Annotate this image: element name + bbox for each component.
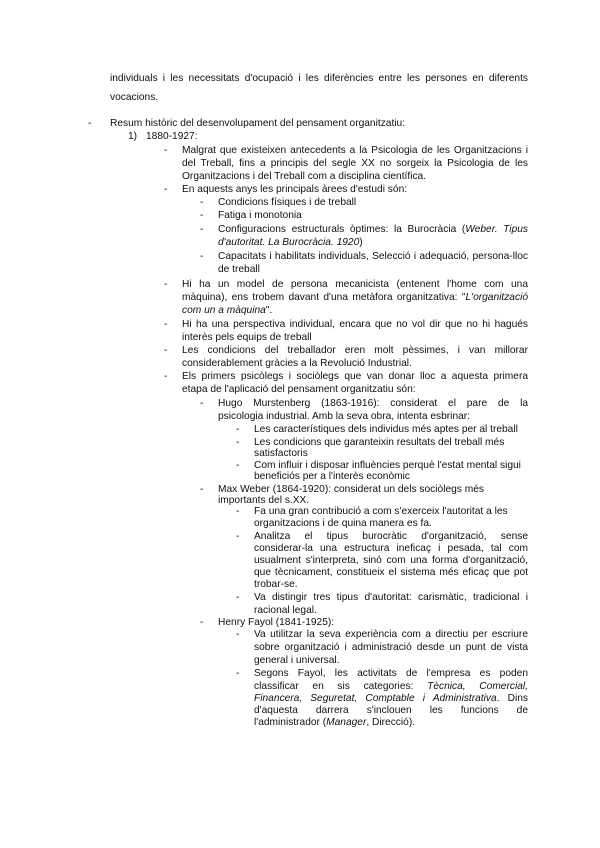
period-heading: 1880-1927: (146, 131, 198, 142)
list-item-continuation: d'autoritat. La Burocràcia. 1920) (218, 237, 363, 248)
bullet-dash: - (236, 437, 240, 448)
sub-item: Analitza el tipus burocràtic d'organització, sense (254, 531, 528, 542)
bullet-dash: - (236, 668, 240, 679)
bullet-dash: - (236, 531, 240, 542)
paragraph-line: Hi ha un model de persona mecanicista (entenent l'home com una (182, 279, 528, 290)
sub-item-continuation: l'administrador (Manager, Direcció). (254, 717, 416, 728)
sub-item: Les condicions que garanteixin resultats del treball més (254, 437, 505, 448)
paragraph-line: etapa de l'aplicació del pensament organitzatiu són: (182, 384, 416, 395)
paragraph-line: del Treball, fins a principis del segle XX no sorgeix la Psicologia de les (182, 158, 528, 169)
sub-item-continuation: general i universal. (254, 655, 340, 666)
author-line: Henry Fayol (1841-1925): (218, 617, 335, 628)
bullet-dash: - (164, 279, 168, 290)
author-line: psicologia industrial. Amb la seva obra, intenta esbrinar: (218, 411, 470, 422)
sub-item-continuation: d'aquesta darrera s'inclouen les funcions de (254, 705, 528, 716)
bullet-dash: - (200, 617, 204, 628)
bullet-dash: - (164, 345, 168, 356)
sub-item-continuation: organitzacions i de quina manera es fa. (254, 518, 432, 529)
bullet-dash: - (164, 184, 168, 195)
bullet-dash: - (164, 319, 168, 330)
bullet-dash: - (200, 251, 204, 262)
paragraph-line: Malgrat que existeixen antecedents a la Psicologia de les Organitzacions i (182, 145, 528, 156)
sub-item-continuation: racional legal. (254, 605, 317, 616)
author-line: Hugo Murstenberg (1863-1916): considerat el pare de la (218, 398, 528, 409)
paragraph-line: màquina), ens trobem davant d'una metàfora organitzativa: "L'organització (182, 292, 528, 303)
intro-line-1: individuals i les necessitats d'ocupació i les diferències entre les persones en diferents (110, 73, 528, 84)
bullet-dash: - (236, 592, 240, 603)
list-item: Condicions físiques i de treball (218, 197, 357, 208)
bullet-dash: - (236, 506, 240, 517)
sub-item: Va distingir tres tipus d'autoritat: carismàtic, tradicional i (254, 592, 528, 603)
bullet-dash: - (200, 484, 204, 495)
list-number: 1) (128, 131, 138, 142)
paragraph-line: Les condicions del treballador eren molt pèssimes, i van millorar (182, 345, 528, 356)
paragraph-line: Hi ha una perspectiva individual, encara que no vol dir que no hi hagués (182, 319, 528, 330)
paragraph-line: En aquests anys les principals àrees d'estudi són: (182, 184, 408, 195)
list-item-continuation: de treball (218, 264, 260, 275)
sub-item-continuation: usualment s'interpreta, sinó com una forma d'organització, (254, 555, 528, 566)
sub-item-continuation: trobar-se. (254, 579, 298, 590)
bullet-dash: - (200, 224, 204, 235)
list-item: Configuracions estructurals òptimes: la Burocràcia (Weber. Tipus (218, 224, 528, 235)
list-item: Capacitats i habilitats individuals, Selecció i adequació, persona-lloc (218, 251, 528, 262)
sub-item: Com influir i disposar influències perquè l'estat mental sigui (254, 460, 521, 471)
list-item: Fatiga i monotonia (218, 210, 302, 221)
sub-item-continuation: sobre organització i administració desde un punt de vista (254, 642, 528, 653)
bullet-dash: - (88, 118, 92, 129)
sub-item-continuation: que tècnicament, constitueix el sistema més eficaç que pot (254, 567, 528, 578)
section-title: Resum històric del desenvolupament del pensament organitzatiu: (110, 118, 406, 129)
author-line: Max Weber (1864-1920): considerat un dels sociòlegs més (218, 484, 484, 495)
bullet-dash: - (164, 371, 168, 382)
bullet-dash: - (236, 460, 240, 471)
author-line: importants del s.XX. (218, 495, 310, 506)
intro-line-2: vocacions. (110, 92, 159, 103)
bullet-dash: - (200, 210, 204, 221)
sub-item-continuation: Financera, Seguretat, Comptable i Administrativa. Dins (254, 693, 529, 704)
paragraph-line: Organitzacions i del Treball com a disciplina científica. (182, 171, 427, 182)
sub-item: Fa una gran contribució a com s'exerceix l'autoritat a les (254, 506, 508, 517)
paragraph-line: com un a màquina". (182, 305, 273, 316)
bullet-dash: - (200, 398, 204, 409)
paragraph-line: considerablement gràcies a la Revolució Industrial. (182, 358, 412, 369)
sub-item-continuation: satisfactoris (254, 448, 308, 459)
paragraph-line: Els primers psicòlegs i sociòlegs que van donar lloc a aquesta primera (182, 371, 528, 382)
sub-item-continuation: classificar en sis categories: Tècnica, Comercial, (254, 681, 528, 692)
sub-item-continuation: considerar-la una estructura ineficaç i pesada, tal com (254, 543, 528, 554)
bullet-dash: - (164, 145, 168, 156)
sub-item: Va utilitzar la seva experiència com a directiu per escriure (254, 629, 528, 640)
bullet-dash: - (200, 197, 204, 208)
sub-item: Segons Fayol, les activitats de l'empresa es poden (254, 668, 528, 679)
paragraph-line: interès pels equips de treball (182, 332, 312, 343)
bullet-dash: - (236, 424, 240, 435)
sub-item-continuation: beneficiós per a l'interès econòmic (254, 471, 410, 482)
bullet-dash: - (236, 629, 240, 640)
sub-item: Les característiques dels individus més aptes per al treball (254, 424, 518, 435)
